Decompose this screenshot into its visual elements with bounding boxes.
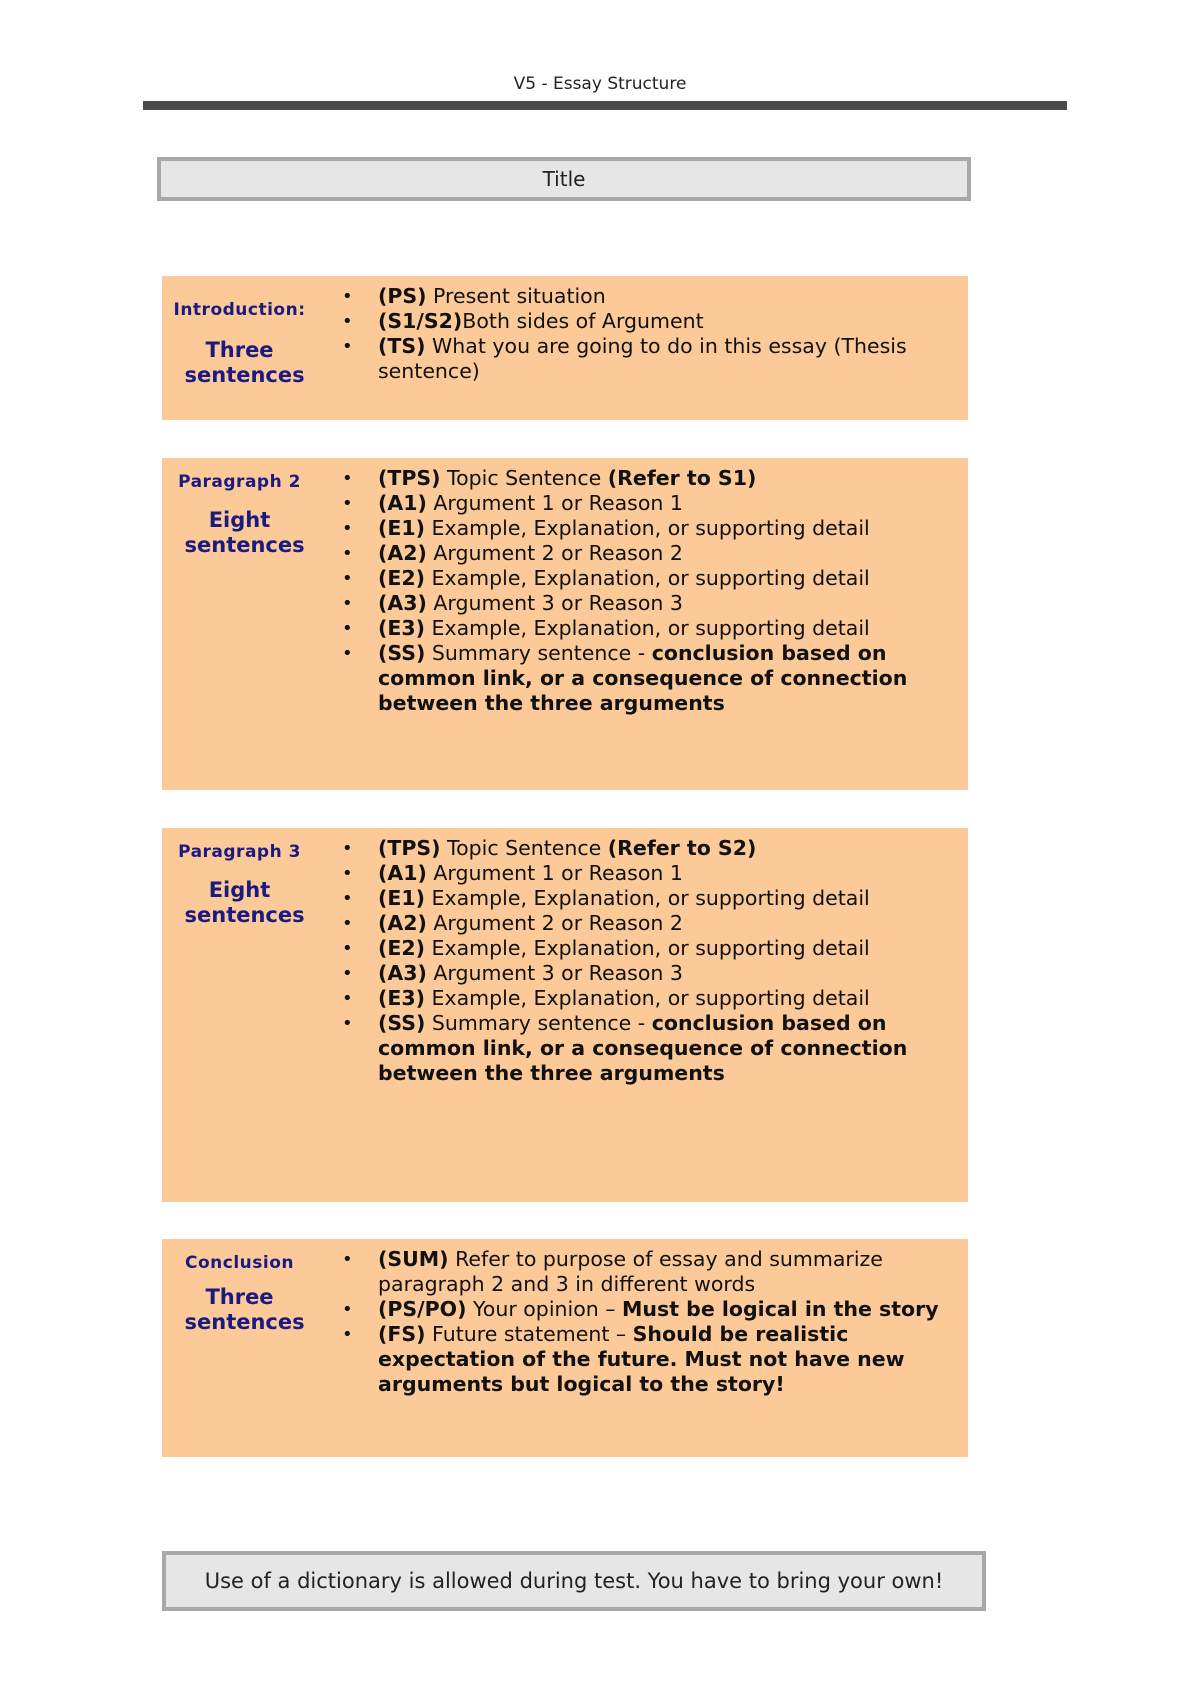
item-text: Example, Explanation, or supporting detail — [425, 616, 870, 640]
item-list — [342, 466, 968, 790]
item-code: (A1) — [378, 491, 427, 515]
item-text: Argument 2 or Reason 2 — [426, 911, 683, 935]
item-code: (PS/PO) — [378, 1297, 467, 1321]
section-heading: Paragraph 3 — [178, 842, 301, 862]
section-introduction — [162, 276, 968, 420]
section-label — [162, 1247, 317, 1457]
item-code: (E3) — [378, 986, 426, 1010]
sentence-count: Eight sentences — [184, 878, 305, 927]
item-code: (PS) — [378, 284, 427, 308]
list-item — [342, 886, 968, 911]
item-text: Argument 1 or Reason 1 — [426, 861, 683, 885]
item-text: Summary sentence - — [425, 1011, 652, 1035]
item-text: Argument 3 or Reason 3 — [426, 591, 683, 615]
sentence-count: Eight sentences — [184, 508, 305, 557]
item-text: Argument 1 or Reason 1 — [426, 491, 683, 515]
bullet-icon: • — [342, 1249, 353, 1270]
bullet-icon: • — [342, 838, 353, 859]
item-text: Argument 3 or Reason 3 — [426, 961, 683, 985]
bullet-icon: • — [342, 888, 353, 909]
list-item — [342, 911, 968, 936]
item-code: (A3) — [378, 591, 427, 615]
section-label — [162, 284, 317, 420]
item-emphasis: (Refer to S1) — [607, 466, 757, 490]
list-item — [342, 309, 968, 334]
section-heading: Conclusion — [185, 1253, 294, 1273]
item-code: (E1) — [378, 516, 426, 540]
list-item — [342, 936, 968, 961]
list-item — [342, 1297, 968, 1322]
list-item — [342, 1247, 968, 1297]
item-text: Present situation — [426, 284, 606, 308]
bullet-icon: • — [342, 311, 353, 332]
bullet-icon: • — [342, 336, 353, 357]
item-code: (TPS) — [378, 466, 441, 490]
bullet-icon: • — [342, 988, 353, 1009]
bullet-icon: • — [342, 938, 353, 959]
item-code: (E3) — [378, 616, 426, 640]
bullet-icon: • — [342, 863, 353, 884]
section-label — [162, 836, 317, 1202]
bullet-icon: • — [342, 913, 353, 934]
section-heading: Introduction: — [173, 300, 306, 320]
item-emphasis: (Refer to S2) — [607, 836, 757, 860]
section-paragraph-2 — [162, 458, 968, 790]
item-text: Summary sentence - — [425, 641, 652, 665]
item-text: Example, Explanation, or supporting detail — [425, 886, 870, 910]
bullet-icon: • — [342, 518, 353, 539]
item-code: (E2) — [378, 566, 426, 590]
list-item — [342, 986, 968, 1011]
header-rule — [143, 101, 1067, 110]
item-text: Example, Explanation, or supporting detail — [425, 986, 870, 1010]
item-code: (S1/S2) — [378, 309, 463, 333]
item-text: Argument 2 or Reason 2 — [426, 541, 683, 565]
item-text: Example, Explanation, or supporting detail — [425, 516, 870, 540]
item-emphasis: conclusion based on common link, or a consequence of connection between the three arguments — [378, 1011, 908, 1085]
item-code: (FS) — [378, 1322, 426, 1346]
list-item — [342, 566, 968, 591]
list-item — [342, 284, 968, 309]
list-item — [342, 641, 968, 716]
bullet-icon: • — [342, 618, 353, 639]
bullet-icon: • — [342, 643, 353, 664]
item-text: Example, Explanation, or supporting detail — [425, 566, 870, 590]
item-code: (SS) — [378, 641, 426, 665]
item-code: (A1) — [378, 861, 427, 885]
bullet-icon: • — [342, 593, 353, 614]
list-item — [342, 861, 968, 886]
item-text: Topic Sentence — [440, 836, 608, 860]
bullet-icon: • — [342, 543, 353, 564]
bullet-icon: • — [342, 1324, 353, 1345]
item-code: (TS) — [378, 334, 426, 358]
bullet-icon: • — [342, 963, 353, 984]
dictionary-note: Use of a dictionary is allowed during test. You have to bring your own! — [162, 1551, 986, 1611]
list-item — [342, 616, 968, 641]
item-text: Your opinion – — [466, 1297, 623, 1321]
item-code: (A3) — [378, 961, 427, 985]
item-text: Topic Sentence — [440, 466, 608, 490]
sentence-count: Three sentences — [184, 1285, 305, 1334]
list-item — [342, 1011, 968, 1086]
item-code: (E2) — [378, 936, 426, 960]
list-item — [342, 591, 968, 616]
item-code: (A2) — [378, 541, 427, 565]
item-text: Both sides of Argument — [462, 309, 704, 333]
list-item — [342, 961, 968, 986]
bullet-icon: • — [342, 286, 353, 307]
list-item — [342, 334, 968, 384]
item-text: Example, Explanation, or supporting detail — [425, 936, 870, 960]
item-list — [342, 284, 968, 420]
sentence-count: Three sentences — [184, 338, 305, 387]
title-box: Title — [157, 157, 971, 201]
item-text: What you are going to do in this essay (Thesis sentence) — [378, 334, 914, 383]
bullet-icon: • — [342, 568, 353, 589]
list-item — [342, 466, 968, 491]
section-heading: Paragraph 2 — [178, 472, 301, 492]
section-label — [162, 466, 317, 790]
bullet-icon: • — [342, 1299, 353, 1320]
list-item — [342, 516, 968, 541]
item-code: (TPS) — [378, 836, 441, 860]
section-conclusion — [162, 1239, 968, 1457]
page-header-title: V5 - Essay Structure — [513, 74, 687, 94]
item-code: (SUM) — [378, 1247, 449, 1271]
bullet-icon: • — [342, 493, 353, 514]
bullet-icon: • — [342, 1013, 353, 1034]
bullet-icon: • — [342, 468, 353, 489]
list-item — [342, 1322, 968, 1397]
item-list — [342, 836, 968, 1202]
item-emphasis: Must be logical in the story — [622, 1297, 939, 1321]
item-text: Refer to purpose of essay and summarize paragraph 2 and 3 in different words — [378, 1247, 890, 1296]
list-item — [342, 541, 968, 566]
section-paragraph-3 — [162, 828, 968, 1202]
list-item — [342, 491, 968, 516]
item-code: (E1) — [378, 886, 426, 910]
list-item — [342, 836, 968, 861]
item-emphasis: Should be realistic expectation of the future. Must not have new arguments but logical to the story! — [378, 1322, 905, 1396]
item-list — [342, 1247, 968, 1457]
item-emphasis: conclusion based on common link, or a consequence of connection between the three arguments — [378, 641, 908, 715]
item-code: (SS) — [378, 1011, 426, 1035]
item-code: (A2) — [378, 911, 427, 935]
item-text: Future statement – — [425, 1322, 633, 1346]
